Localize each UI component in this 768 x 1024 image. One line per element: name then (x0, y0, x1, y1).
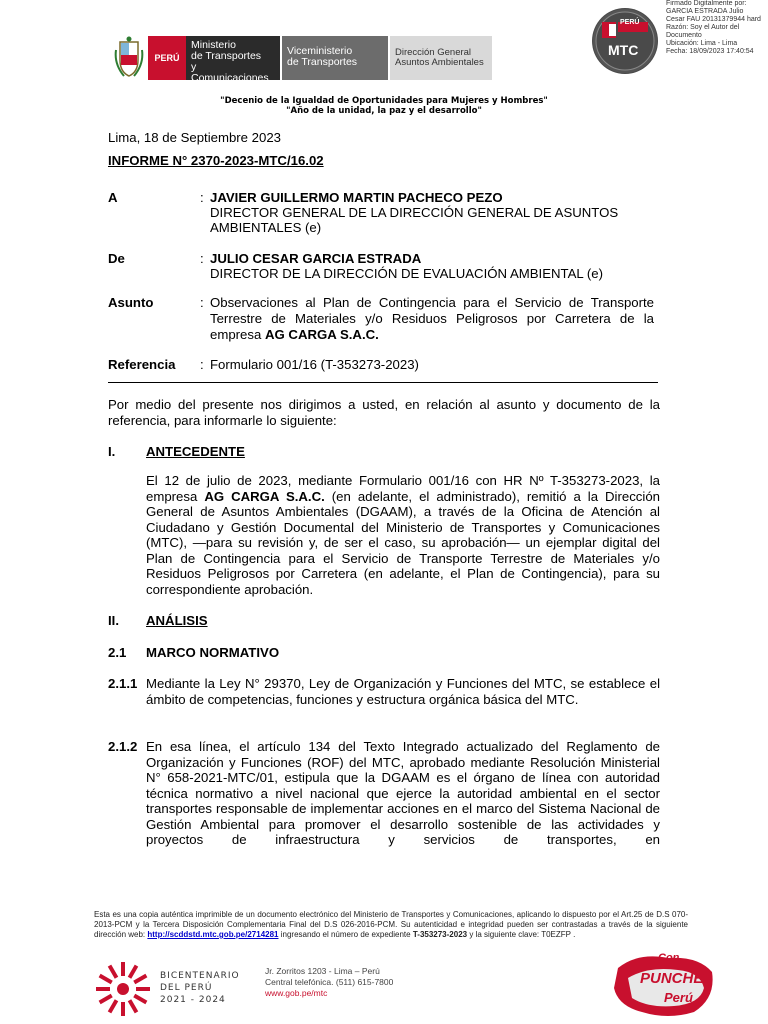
digital-signature-block (666, 0, 766, 56)
note-text-a: Esta es una copia auténtica imprimible de un documento electrónico del Ministerio de Transportes y Comunicaciones, aplicando lo dispuesto por el Art.25 de D.S 070-2013-PCM y la Tercera Disposición Complementaria Final del D.S 026-2016-PCM. Su autenticidad e integridad pueden ser contrastadas a través de la siguiente dirección web: (94, 910, 688, 939)
signature-line: Cesar FAU 20131379944 hard (666, 16, 761, 23)
year-motto: "Año de la unidad, la paz y el desarrollo" (286, 106, 482, 116)
punche-main-text: PUNCHE (640, 970, 704, 987)
bicent-line-2: DEL PERÚ (160, 983, 213, 993)
peru-coat-of-arms-icon (114, 36, 144, 80)
subject-line-1: Observaciones al Plan de Contingencia para el Servicio de Transporte (210, 295, 654, 310)
item-2-1-2-text: En esa línea, el artículo 134 del Texto Integrado actualizado del Reglamento de Organización y Funciones (ROF) del MTC, aprobado mediante Resolución Ministerial N° 658-2021-MTC/01, estipula que la DGAAM es el órgano de línea con autoridad técnica normativo a nivel nacional que ejerce la autoridad ambiental en el sector transportes responsable de implementar acciones en el marco del Sistema Nacional de Gestión Ambiental para promover el desarrollo sostenible de las actividades y proyectos de infraestructura y servicios de transportes, en (146, 739, 660, 847)
signature-line: Fecha: 18/09/2023 17:40:54 (666, 48, 754, 55)
section-2-1-number: 2.1 (108, 645, 127, 660)
note-text-c: y la siguiente clave: T0EZFP . (467, 930, 576, 939)
punche-con-text: Con (658, 952, 680, 964)
ministry-line-2: de Transportes (191, 50, 262, 62)
section-1-title: ANTECEDENTE (146, 444, 245, 459)
direction-line-1: Dirección General (395, 47, 472, 58)
signature-line: GARCIA ESTRADA Julio (666, 8, 744, 15)
address-line: Jr. Zorritos 1203 - Lima – Perú (265, 966, 380, 976)
to-label: A (108, 190, 118, 205)
signature-line: Razón: Soy el Autor del (666, 24, 740, 31)
ministry-line-3: y Comunicaciones (191, 61, 269, 84)
signature-line: Documento (666, 32, 702, 39)
section-1-company: AG CARGA S.A.C. (204, 488, 325, 504)
place-date: Lima, 18 de Septiembre 2023 (108, 130, 282, 145)
from-role: DIRECTOR DE LA DIRECCIÓN DE EVALUACIÓN AMBIENTAL (e) (210, 266, 604, 281)
seal-mtc-text: MTC (608, 42, 639, 58)
section-2-1-title: MARCO NORMATIVO (146, 645, 280, 660)
bicent-line-1: BICENTENARIO (160, 971, 240, 981)
item-2-1-1-number: 2.1.1 (108, 676, 138, 691)
direction-label (390, 36, 492, 80)
website-link[interactable]: www.gob.pe/mtc (265, 988, 328, 998)
verification-link[interactable]: http://scddstd.mtc.gob.pe/2714281 (147, 930, 279, 939)
to-role-line-2: AMBIENTALES (e) (210, 220, 322, 235)
bicent-line-3: 2021 - 2024 (160, 995, 226, 1005)
expediente-number: T-353273-2023 (412, 930, 468, 939)
vice-line-2: de Transportes (287, 56, 358, 68)
section-2-number: II. (108, 613, 119, 628)
to-name: JAVIER GUILLERMO MARTIN PACHECO PEZO (210, 190, 503, 205)
subject-colon: : (200, 295, 204, 310)
subject-company: AG CARGA S.A.C. (264, 327, 379, 342)
to-colon: : (200, 190, 204, 205)
section-1-text-start: El 12 de julio de 2023, mediante Formulario 001/16 con HR Nº T-353273-2023, la empresa (146, 473, 660, 504)
section-1-text-end: (en adelante, el administrado), remitió a la Dirección General de Asuntos Ambientales (DGAAM), a través de la Oficina de Atención al Ciudadano y Gestión Documental del Ministerio de Transportes y Comunicaciones (MTC), —para su revisión y, de ser el caso, su aprobación— un ejemplar digital del Plan de Contingencia para el Servicio de Transporte Terrestre de Materiales y/o Residuos Peligrosos por Carretera (en adelante, el Plan de Contingencia), para su correspondiente aprobación. (146, 488, 660, 597)
from-label: De (108, 251, 125, 266)
bicentenario-text (160, 970, 240, 1006)
viceministry-label (282, 36, 388, 80)
header-divider (108, 382, 658, 383)
item-2-1-1-text: Mediante la Ley N° 29370, Ley de Organización y Funciones del MTC, se establece el ámbito de competencias, funciones y estructura orgánica básica del MTC. (146, 676, 660, 707)
item-2-1-2-number: 2.1.2 (108, 739, 138, 754)
to-role-line-1: DIRECTOR GENERAL DE LA DIRECCIÓN GENERAL DE ASUNTOS (210, 205, 619, 220)
peru-label: PERÚ (148, 36, 186, 80)
seal-peru-text: PERÚ (620, 19, 640, 26)
bicentenario-logo-icon (94, 960, 152, 1018)
subject-prefix: empresa (210, 327, 265, 342)
from-name: JULIO CESAR GARCIA ESTRADA (210, 251, 422, 266)
reference-colon: : (200, 357, 204, 372)
reference-value: Formulario 001/16 (T-353273-2023) (210, 357, 419, 372)
mtc-seal-icon (592, 8, 658, 74)
intro-paragraph: Por medio del presente nos dirigimos a usted, en relación al asunto y documento de la referencia, para informarle lo siguiente: (108, 397, 660, 428)
decenio-motto: "Decenio de la Igualdad de Oportunidades para Mujeres y Hombres" (220, 96, 548, 106)
vice-line-1: Viceministerio (287, 45, 353, 57)
section-1-paragraph (146, 473, 660, 597)
report-number: INFORME N° 2370-2023-MTC/16.02 (108, 153, 324, 168)
section-1-number: I. (108, 444, 116, 459)
contact-address (265, 966, 393, 999)
section-2-title: ANÁLISIS (146, 613, 208, 628)
subject-label: Asunto (108, 295, 154, 310)
from-colon: : (200, 251, 204, 266)
subject-line-2: Terrestre de Materiales y/o Residuos Peligrosos por Carretera de la (210, 311, 654, 326)
direction-line-2: Asuntos Ambientales (395, 57, 484, 68)
note-text-b: ingresando el número de expediente (278, 930, 413, 939)
punche-peru-text: Perú (664, 990, 693, 1005)
ministry-line-1: Ministerio (191, 39, 236, 51)
ministry-label (186, 36, 280, 84)
signature-line: Ubicación: Lima - Lima (666, 40, 738, 47)
authenticity-note (94, 910, 688, 940)
phone-line: Central telefónica. (511) 615-7800 (265, 977, 394, 987)
signature-line: Firmado Digitalmente por: (666, 0, 747, 7)
subject-line-3 (210, 327, 379, 343)
reference-label: Referencia (108, 357, 176, 372)
